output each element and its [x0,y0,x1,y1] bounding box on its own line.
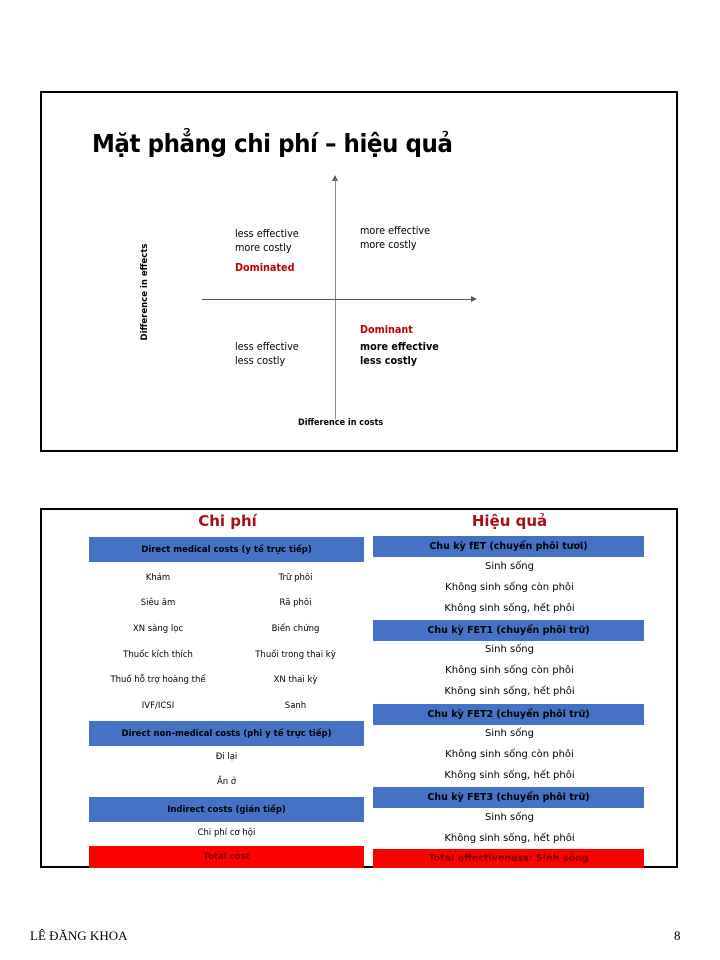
quadrant-text: less costly [235,355,286,367]
effect-item: Sinh sống [485,728,534,739]
quadrant-bottom-right [360,323,439,368]
indirect-header: Indirect costs (gián tiếp) [89,797,364,822]
cost-item: XN thai kỳ [273,675,318,685]
quadrant-bottom-left [235,340,299,368]
cost-item: Thuốc kích thích [123,650,193,660]
effect-item: Sinh sống [485,644,534,655]
quadrant-top-right [360,224,430,252]
cost-item: Khám [145,573,171,583]
cost-item: Thuố hỗ trợ hoàng thể [110,675,206,685]
dominated-label: Dominated [235,262,295,274]
total-effectiveness-bar: Total effectiveness: Sinh sống [373,849,644,868]
quadrant-text: more effective [360,341,439,353]
effect-item: Không sinh sống, hết phôi [444,770,575,781]
quadrant-text: less effective [235,341,299,353]
quadrant-text: less effective [235,228,299,240]
effect-item: Sinh sống [485,812,534,823]
cost-item: Sanh [284,701,307,711]
quadrant-text: more effective [360,225,431,237]
cost-item: Siêu âm [140,598,176,608]
cost-item: Chi phí cơ hội [197,828,256,838]
effect-item: Không sinh sống còn phôi [445,665,574,676]
cost-item: Thuối trong thai kỳ [255,650,336,660]
cost-item: Đi lại [215,752,238,762]
cost-item: XN sàng lọc [132,624,184,634]
slide-cost-effectiveness-plane [40,91,678,452]
cost-item: Rã phôi [279,598,312,608]
effect-group-header: Chu kỳ FET1 (chuyển phôi trữ) [373,620,644,641]
effect-group-header: Chu kỳ fET (chuyển phôi tươi) [373,536,644,557]
slide-title: Mặt phẳng chi phí – hiệu quả [92,129,453,158]
effect-item: Không sinh sống còn phôi [445,749,574,760]
cost-item: IVF/ICSI [141,701,175,711]
quadrant-text: more costly [235,242,292,254]
footer-author: LÊ ĐĂNG KHOA [30,928,128,943]
cost-item: Trữ phôi [278,573,313,583]
effect-item: Sinh sống [485,561,534,572]
y-axis-label: Difference in effects [140,243,150,341]
slide-costs-effects [40,508,678,868]
effect-item: Không sinh sống, hết phôi [444,833,575,844]
direct-non-medical-header: Direct non-medical costs (phi y tế trực tiếp) [89,721,364,746]
effect-item: Không sinh sống còn phôi [445,582,574,593]
cost-item: Biến chứng [271,624,320,634]
x-axis-label: Difference in costs [298,418,384,428]
page-number: 8 [674,928,681,943]
direct-medical-header: Direct medical costs (y tế trực tiếp) [89,537,364,562]
cost-item: Ăn ở [216,777,237,787]
effect-group-header: Chu kỳ FET3 (chuyển phôi trữ) [373,787,644,808]
effect-item: Không sinh sống, hết phôi [444,686,575,697]
effect-item: Không sinh sống, hết phôi [444,603,575,614]
effect-group-header: Chu kỳ FET2 (chuyển phôi trữ) [373,704,644,725]
x-axis-line [202,299,472,300]
effects-title: Hiệu quả [471,512,548,530]
dominant-label: Dominant [360,324,413,336]
quadrant-text: more costly [360,239,417,251]
total-cost-bar: Total cost [89,846,364,868]
quadrant-text: less costly [360,355,418,367]
quadrant-top-left [235,227,299,275]
costs-title: Chi phí [198,512,257,530]
x-axis-arrow-icon [471,296,477,302]
